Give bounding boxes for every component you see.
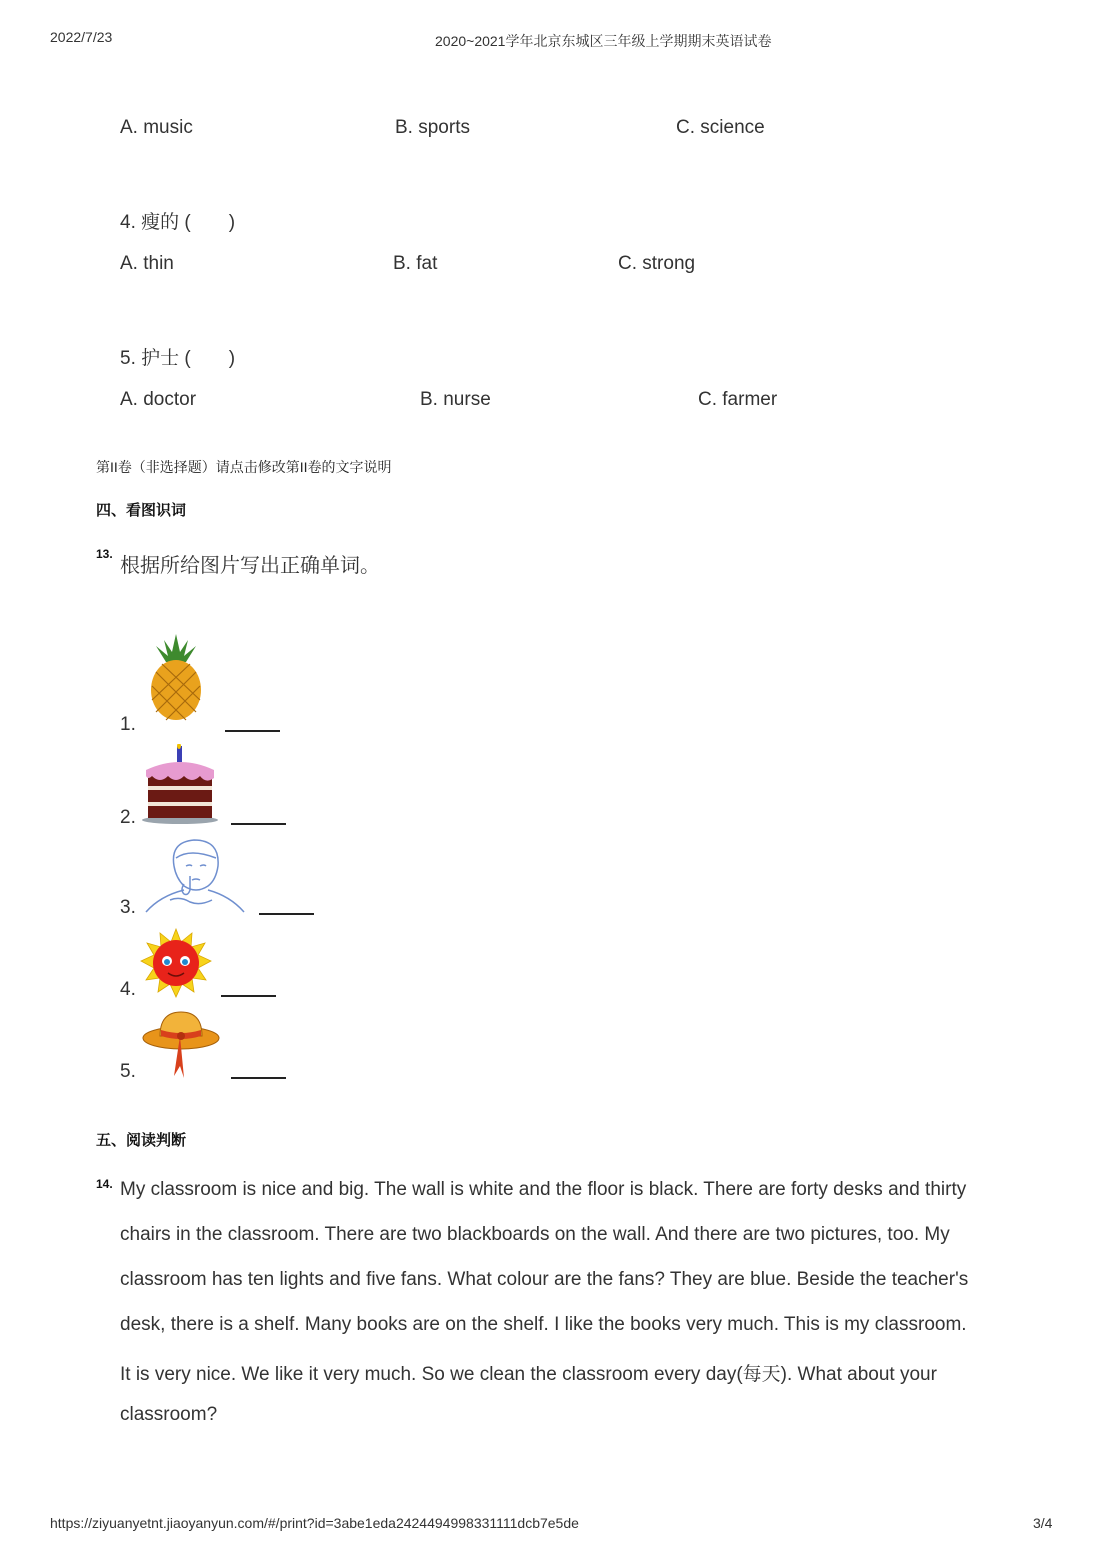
cake-icon [140, 744, 220, 824]
item5-answer-blank[interactable] [231, 1077, 286, 1079]
item4-answer-blank[interactable] [221, 995, 276, 997]
q5-option-a: A. doctor [120, 389, 197, 410]
item4-number: 4. [120, 979, 136, 1000]
passage-line-4: desk, there is a shelf. Many books are on the shelf. I like the books very much. This is my classroom. [120, 1314, 967, 1335]
q13-instruction: 根据所给图片写出正确单词。 [120, 555, 380, 577]
item1-number: 1. [120, 714, 136, 735]
q14-number: 14. [96, 1177, 113, 1191]
section4-title: 四、看图识词 [96, 502, 187, 519]
q4-option-b: B. fat [393, 253, 438, 274]
part2-note: 第II卷（非选择题）请点击修改第II卷的文字说明 [96, 459, 392, 475]
item1-answer-blank[interactable] [225, 730, 280, 732]
passage-line-1: My classroom is nice and big. The wall is white and the floor is black. There are forty desks and thirty [120, 1179, 967, 1200]
quiet-woman-icon [140, 836, 250, 914]
item2-answer-blank[interactable] [231, 823, 286, 825]
item3-number: 3. [120, 897, 136, 918]
item3-answer-blank[interactable] [259, 913, 314, 915]
q4-option-c: C. strong [618, 253, 696, 274]
q4-stem: 4. 瘦的 ( ) [120, 212, 236, 233]
section5-title: 五、阅读判断 [96, 1132, 187, 1149]
item5-number: 5. [120, 1061, 136, 1082]
q3-option-c: C. science [676, 117, 765, 138]
q3-option-a: A. music [120, 117, 193, 138]
pineapple-icon [146, 632, 206, 722]
q13-number: 13. [96, 547, 113, 561]
passage-line-2: chairs in the classroom. There are two blackboards on the wall. And there are two pictures, too. My [120, 1224, 950, 1245]
q5-option-b: B. nurse [420, 389, 491, 410]
passage-line-5: It is very nice. We like it very much. So we clean the classroom every day(每天). What about your [120, 1364, 937, 1385]
q5-stem: 5. 护士 ( ) [120, 348, 236, 369]
page-number: 3/4 [1033, 1515, 1053, 1531]
q3-option-b: B. sports [395, 117, 470, 138]
footer-url: https://ziyuanyetnt.jiaoyanyun.com/#/print?id=3abe1eda2424494998331111dcb7e5de [50, 1515, 579, 1531]
q4-option-a: A. thin [120, 253, 174, 274]
sun-icon [140, 928, 212, 998]
passage-line-6: classroom? [120, 1404, 218, 1425]
document-title: 2020~2021学年北京东城区三年级上学期期末英语试卷 [435, 33, 772, 49]
print-date: 2022/7/23 [50, 29, 113, 45]
hat-icon [140, 1008, 222, 1080]
item2-number: 2. [120, 807, 136, 828]
passage-line-3: classroom has ten lights and five fans. What colour are the fans? They are blue. Beside the teacher's [120, 1269, 969, 1290]
q5-option-c: C. farmer [698, 389, 778, 410]
